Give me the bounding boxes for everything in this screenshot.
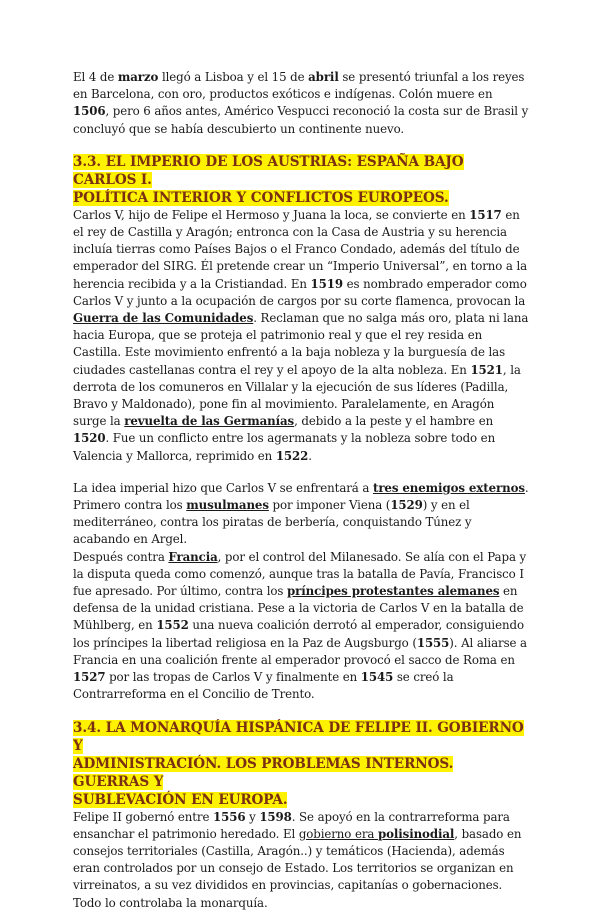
bold-year: 1529 bbox=[390, 498, 423, 513]
text-run: ). Al aliarse a Francia en una coalición frente al emperador provocó el sacco de Roma en bbox=[73, 635, 527, 667]
bold-year: 1520 bbox=[73, 431, 106, 446]
text-run: , basado en consejos territoriales (Castilla, Aragón..) y temáticos (Hacienda), además eran controlados por un consejo de Estado. Los territorios se organizan en virreinatos, a su vez divididos en provincias, capitanías o gobernaciones. Todo lo controlaba la monarquía. bbox=[73, 826, 522, 910]
paragraph-felipe-ii bbox=[73, 809, 530, 912]
text-run: Carlos V, hijo de Felipe el Hermoso y Juana la loca, se convierte en bbox=[73, 207, 470, 222]
bold-year: 1522 bbox=[275, 448, 309, 463]
bold-year: 1552 bbox=[156, 618, 189, 633]
underlined-term: gobierno era bbox=[298, 826, 378, 841]
text-run: Felipe II gobernó entre bbox=[73, 809, 213, 824]
paragraph-external-enemies bbox=[73, 480, 530, 704]
text-run: . bbox=[308, 448, 312, 463]
key-term-germanias: revuelta de las Germanías bbox=[124, 414, 295, 429]
text-run: es nombrado emperador como Carlos V y junto a la ocupación de cargos por su corte flamenca, provocan la bbox=[73, 276, 527, 308]
bold-year: 1598 bbox=[259, 809, 292, 824]
text-run: se presentó triunfal a los reyes en Barcelona, con oro, productos exóticos e indígenas. Colón muere en bbox=[73, 70, 525, 102]
heading-line: SUBLEVACIÓN EN EUROPA. bbox=[73, 791, 288, 808]
section-heading-3-3 bbox=[73, 153, 530, 207]
text-run: . Reclaman que no salga más oro, plata ni lana hacia Europa, que se proteja el patrimonio real y que el rey resida en Castilla. Este movimiento enfrentó a la baja nobleza y la burguesía de las ciudades castellanas contra el rey y el apoyo de la alta nobleza. En bbox=[73, 311, 529, 377]
text-run: . Se apoyó en la contrarreforma para ensanchar el patrimonio heredado. El bbox=[73, 809, 510, 841]
section-heading-3-4 bbox=[73, 719, 530, 809]
key-term-francia: Francia bbox=[168, 549, 218, 564]
text-run: , por el control del Milanesado. Se alía con el Papa y la disputa queda como comenzó, aunque tras la batalla de Pavía, Francisco I fue apresado. Por último, contra los bbox=[73, 549, 527, 599]
text-run: , pero 6 años antes, Américo Vespucci reconoció la costa sur de Brasil y concluyó que se había descubierto un continente nuevo. bbox=[73, 104, 529, 136]
key-term-musulmanes: musulmanes bbox=[186, 498, 269, 513]
text-run: , la derrota de los comuneros en Villalar y la ejecución de sus líderes (Padilla, Bravo y Maldonado), pone fin al movimiento. Paralelamente, en Aragón surge la bbox=[73, 362, 521, 429]
text-run: una nueva coalición derrotó al emperador, consiguiendo los príncipes la libertad religiosa en la Paz de Augsburgo ( bbox=[73, 618, 524, 650]
text-run: en defensa de la unidad cristiana. Pese a la victoria de Carlos V en la batalla de Mühlberg, en bbox=[73, 584, 524, 633]
heading-line: POLÍTICA INTERIOR Y CONFLICTOS EUROPEOS. bbox=[73, 189, 449, 206]
paragraph-carlos-v bbox=[73, 207, 530, 465]
bold-year: 1521 bbox=[470, 362, 503, 377]
bold-year: 1517 bbox=[469, 207, 502, 222]
heading-line: ADMINISTRACIÓN. LOS PROBLEMAS INTERNOS. GUERRAS Y bbox=[73, 755, 454, 790]
text-run: por imponer Viena ( bbox=[268, 498, 391, 513]
text-run: y bbox=[245, 809, 260, 824]
text-run: por las tropas de Carlos V y finalmente en bbox=[105, 670, 361, 685]
key-term-comunidades: Guerra de las Comunidades bbox=[73, 311, 254, 326]
key-term-polisinodial: polisinodial bbox=[377, 826, 455, 841]
text-run: Después contra bbox=[73, 549, 169, 564]
bold-year: 1527 bbox=[73, 670, 106, 685]
bold-year: 1519 bbox=[310, 276, 343, 291]
bold-date: marzo bbox=[117, 70, 159, 84]
text-run: llegó a Lisboa y el 15 de bbox=[158, 70, 309, 84]
key-term-protestantes: príncipes protestantes alemanes bbox=[287, 584, 500, 599]
bold-year: 1506 bbox=[73, 104, 106, 119]
paragraph-columbus-return bbox=[73, 69, 530, 138]
bold-year: 1556 bbox=[213, 809, 246, 824]
text-run: El 4 de bbox=[73, 70, 118, 84]
text-run: . Fue un conflicto entre los agermanats y la nobleza sobre todo en Valencia y Mallorca, reprimido en bbox=[73, 431, 496, 463]
bold-year: 1555 bbox=[416, 635, 450, 650]
text-run: ) y en el mediterráneo, contra los piratas de berbería, conquistando Túnez y acabando en Argel. bbox=[73, 498, 472, 547]
text-run: se creó la Contrarreforma en el Concilio de Trento. bbox=[73, 670, 454, 702]
heading-line: 3.3. EL IMPERIO DE LOS AUSTRIAS: ESPAÑA BAJO CARLOS I. bbox=[73, 153, 464, 188]
key-term-enemigos: tres enemigos externos bbox=[372, 480, 525, 495]
text-run: , debido a la peste y el hambre en bbox=[294, 414, 494, 429]
bold-year: 1545 bbox=[360, 670, 394, 685]
heading-line: 3.4. LA MONARQUÍA HISPÁNICA DE FELIPE II. GOBIERNO Y bbox=[73, 719, 524, 754]
text-run: . Primero contra los bbox=[73, 480, 529, 513]
text-run: en el rey de Castilla y Aragón; entronca con la Casa de Austria y su herencia incluía tierras como Países Bajos o el Franco Condado, además del título de emperador del SIRG. Él pretende crear un “Imperio Universal”, en torno a la herencia recibida y a la Cristiandad. En bbox=[73, 207, 528, 291]
text-run: La idea imperial hizo que Carlos V se enfrentará a bbox=[73, 480, 373, 495]
bold-date: abril bbox=[308, 70, 339, 84]
